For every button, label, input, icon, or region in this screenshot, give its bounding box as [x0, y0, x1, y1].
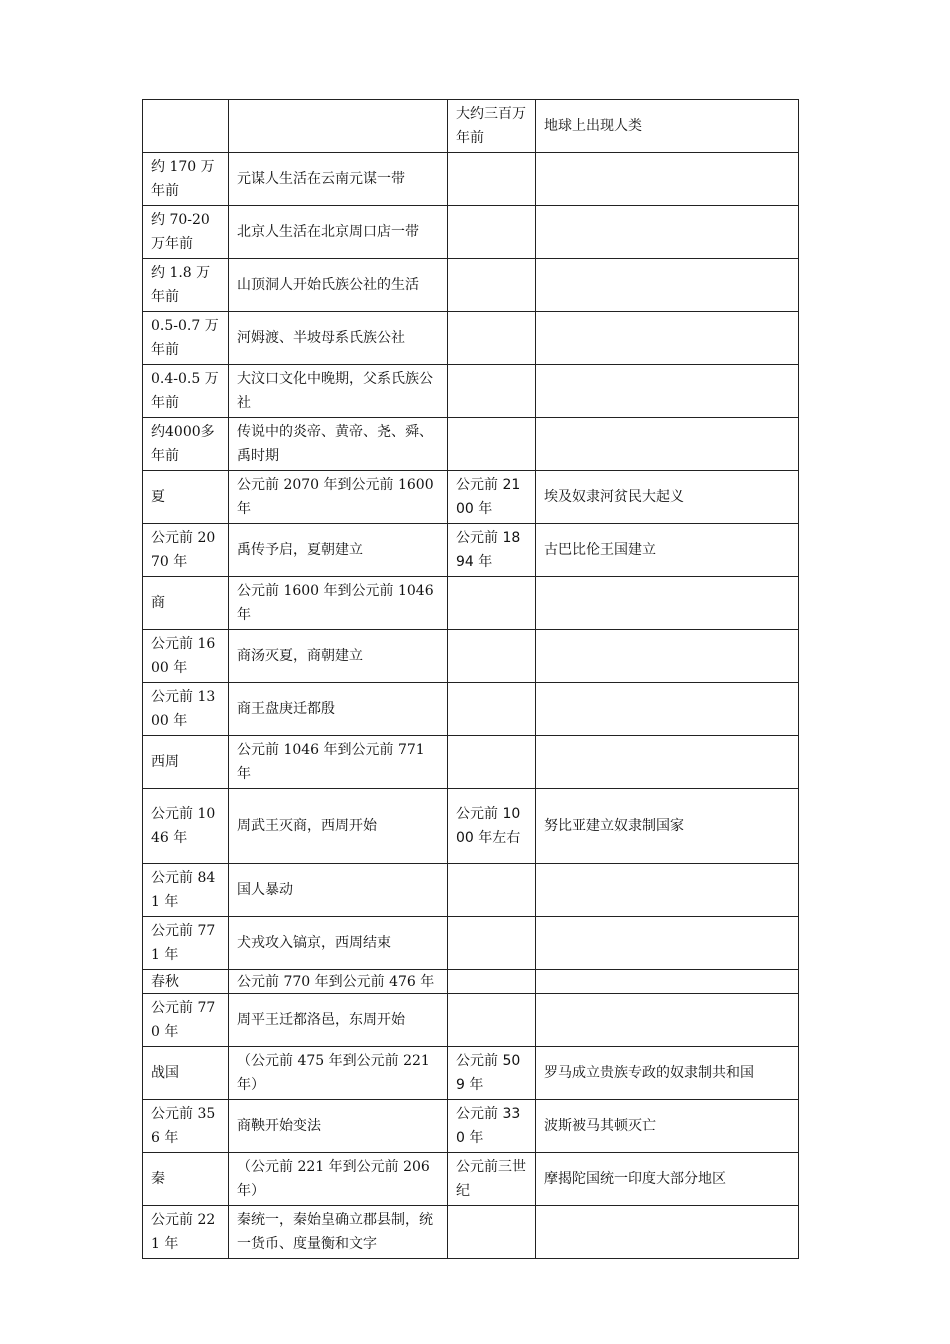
china-date-cell: 公元前 356 年	[143, 1100, 229, 1153]
china-date-cell: 约 70-20 万年前	[143, 206, 229, 259]
history-timeline-table	[142, 99, 799, 1259]
china-event-cell	[229, 100, 448, 153]
table-row	[143, 994, 799, 1047]
china-event-cell: 传说中的炎帝、黄帝、尧、舜、禹时期	[229, 418, 448, 471]
china-date-cell: 0.4-0.5 万年前	[143, 365, 229, 418]
table-row	[143, 100, 799, 153]
table-row	[143, 471, 799, 524]
world-date-cell: 公元前 509 年	[448, 1047, 536, 1100]
table-row	[143, 630, 799, 683]
world-event-cell	[536, 630, 799, 683]
world-date-cell: 公元前 1000 年左右	[448, 789, 536, 864]
china-event-cell: （公元前 475 年到公元前 221 年）	[229, 1047, 448, 1100]
world-event-cell	[536, 683, 799, 736]
china-date-cell: 公元前 1600 年	[143, 630, 229, 683]
world-event-cell	[536, 970, 799, 994]
table-row	[143, 864, 799, 917]
china-date-cell: 约 170 万年前	[143, 153, 229, 206]
china-event-cell: 大汶口文化中晚期，父系氏族公社	[229, 365, 448, 418]
china-event-cell: 周平王迁都洛邑，东周开始	[229, 994, 448, 1047]
china-event-cell: 国人暴动	[229, 864, 448, 917]
world-event-cell	[536, 418, 799, 471]
world-event-cell	[536, 994, 799, 1047]
china-date-cell: 约4000多年前	[143, 418, 229, 471]
world-event-cell: 古巴比伦王国建立	[536, 524, 799, 577]
china-event-cell: 禹传予启，夏朝建立	[229, 524, 448, 577]
table-row	[143, 365, 799, 418]
world-event-cell: 波斯被马其顿灭亡	[536, 1100, 799, 1153]
world-event-cell	[536, 1206, 799, 1259]
china-date-cell: 公元前 770 年	[143, 994, 229, 1047]
china-event-cell: 商鞅开始变法	[229, 1100, 448, 1153]
world-event-cell: 摩揭陀国统一印度大部分地区	[536, 1153, 799, 1206]
world-event-cell	[536, 917, 799, 970]
world-date-cell	[448, 736, 536, 789]
world-date-cell	[448, 418, 536, 471]
china-event-cell: 商汤灭夏，商朝建立	[229, 630, 448, 683]
china-date-cell: 约 1.8 万年前	[143, 259, 229, 312]
china-event-cell: 秦统一，秦始皇确立郡县制，统一货币、度量衡和文字	[229, 1206, 448, 1259]
world-date-cell: 大约三百万年前	[448, 100, 536, 153]
world-event-cell	[536, 312, 799, 365]
china-event-cell: 公元前 770 年到公元前 476 年	[229, 970, 448, 994]
china-event-cell: 公元前 2070 年到公元前 1600 年	[229, 471, 448, 524]
world-event-cell	[536, 206, 799, 259]
table-row	[143, 917, 799, 970]
world-date-cell: 公元前 2100 年	[448, 471, 536, 524]
world-event-cell: 地球上出现人类	[536, 100, 799, 153]
world-event-cell: 努比亚建立奴隶制国家	[536, 789, 799, 864]
world-event-cell: 罗马成立贵族专政的奴隶制共和国	[536, 1047, 799, 1100]
china-date-cell: 公元前 771 年	[143, 917, 229, 970]
world-event-cell	[536, 365, 799, 418]
timeline-table-body	[143, 100, 799, 1259]
china-date-cell: 战国	[143, 1047, 229, 1100]
china-event-cell: 元谋人生活在云南元谋一带	[229, 153, 448, 206]
table-row	[143, 259, 799, 312]
table-row	[143, 418, 799, 471]
world-date-cell	[448, 259, 536, 312]
world-event-cell: 埃及奴隶河贫民大起义	[536, 471, 799, 524]
world-date-cell	[448, 312, 536, 365]
table-row	[143, 789, 799, 864]
world-date-cell	[448, 917, 536, 970]
table-row	[143, 1206, 799, 1259]
world-event-cell	[536, 259, 799, 312]
china-event-cell: 公元前 1046 年到公元前 771 年	[229, 736, 448, 789]
world-event-cell	[536, 864, 799, 917]
table-row	[143, 1047, 799, 1100]
china-event-cell: 北京人生活在北京周口店一带	[229, 206, 448, 259]
china-event-cell: 商王盘庚迁都殷	[229, 683, 448, 736]
table-row	[143, 1100, 799, 1153]
world-date-cell	[448, 577, 536, 630]
table-row	[143, 736, 799, 789]
table-row	[143, 312, 799, 365]
china-date-cell	[143, 100, 229, 153]
china-event-cell: 犬戎攻入镐京，西周结束	[229, 917, 448, 970]
china-event-cell: （公元前 221 年到公元前 206 年）	[229, 1153, 448, 1206]
world-date-cell	[448, 153, 536, 206]
world-date-cell	[448, 970, 536, 994]
china-date-cell: 春秋	[143, 970, 229, 994]
china-date-cell: 公元前 1046 年	[143, 789, 229, 864]
world-event-cell	[536, 736, 799, 789]
table-row	[143, 206, 799, 259]
world-date-cell	[448, 683, 536, 736]
world-date-cell: 公元前 330 年	[448, 1100, 536, 1153]
world-date-cell	[448, 206, 536, 259]
china-event-cell: 山顶洞人开始氏族公社的生活	[229, 259, 448, 312]
china-date-cell: 0.5-0.7 万年前	[143, 312, 229, 365]
world-date-cell	[448, 365, 536, 418]
china-date-cell: 公元前 841 年	[143, 864, 229, 917]
china-event-cell: 河姆渡、半坡母系氏族公社	[229, 312, 448, 365]
china-date-cell: 商	[143, 577, 229, 630]
china-date-cell: 西周	[143, 736, 229, 789]
china-event-cell: 公元前 1600 年到公元前 1046 年	[229, 577, 448, 630]
world-event-cell	[536, 577, 799, 630]
world-date-cell	[448, 1206, 536, 1259]
world-event-cell	[536, 153, 799, 206]
table-row	[143, 577, 799, 630]
table-row	[143, 1153, 799, 1206]
table-row	[143, 683, 799, 736]
china-event-cell: 周武王灭商，西周开始	[229, 789, 448, 864]
china-date-cell: 公元前 2070 年	[143, 524, 229, 577]
world-date-cell	[448, 864, 536, 917]
china-date-cell: 公元前 1300 年	[143, 683, 229, 736]
china-date-cell: 公元前 221 年	[143, 1206, 229, 1259]
world-date-cell	[448, 994, 536, 1047]
china-date-cell: 夏	[143, 471, 229, 524]
china-date-cell: 秦	[143, 1153, 229, 1206]
table-row	[143, 153, 799, 206]
world-date-cell	[448, 630, 536, 683]
table-row	[143, 524, 799, 577]
table-row	[143, 970, 799, 994]
world-date-cell: 公元前 1894 年	[448, 524, 536, 577]
world-date-cell: 公元前三世纪	[448, 1153, 536, 1206]
